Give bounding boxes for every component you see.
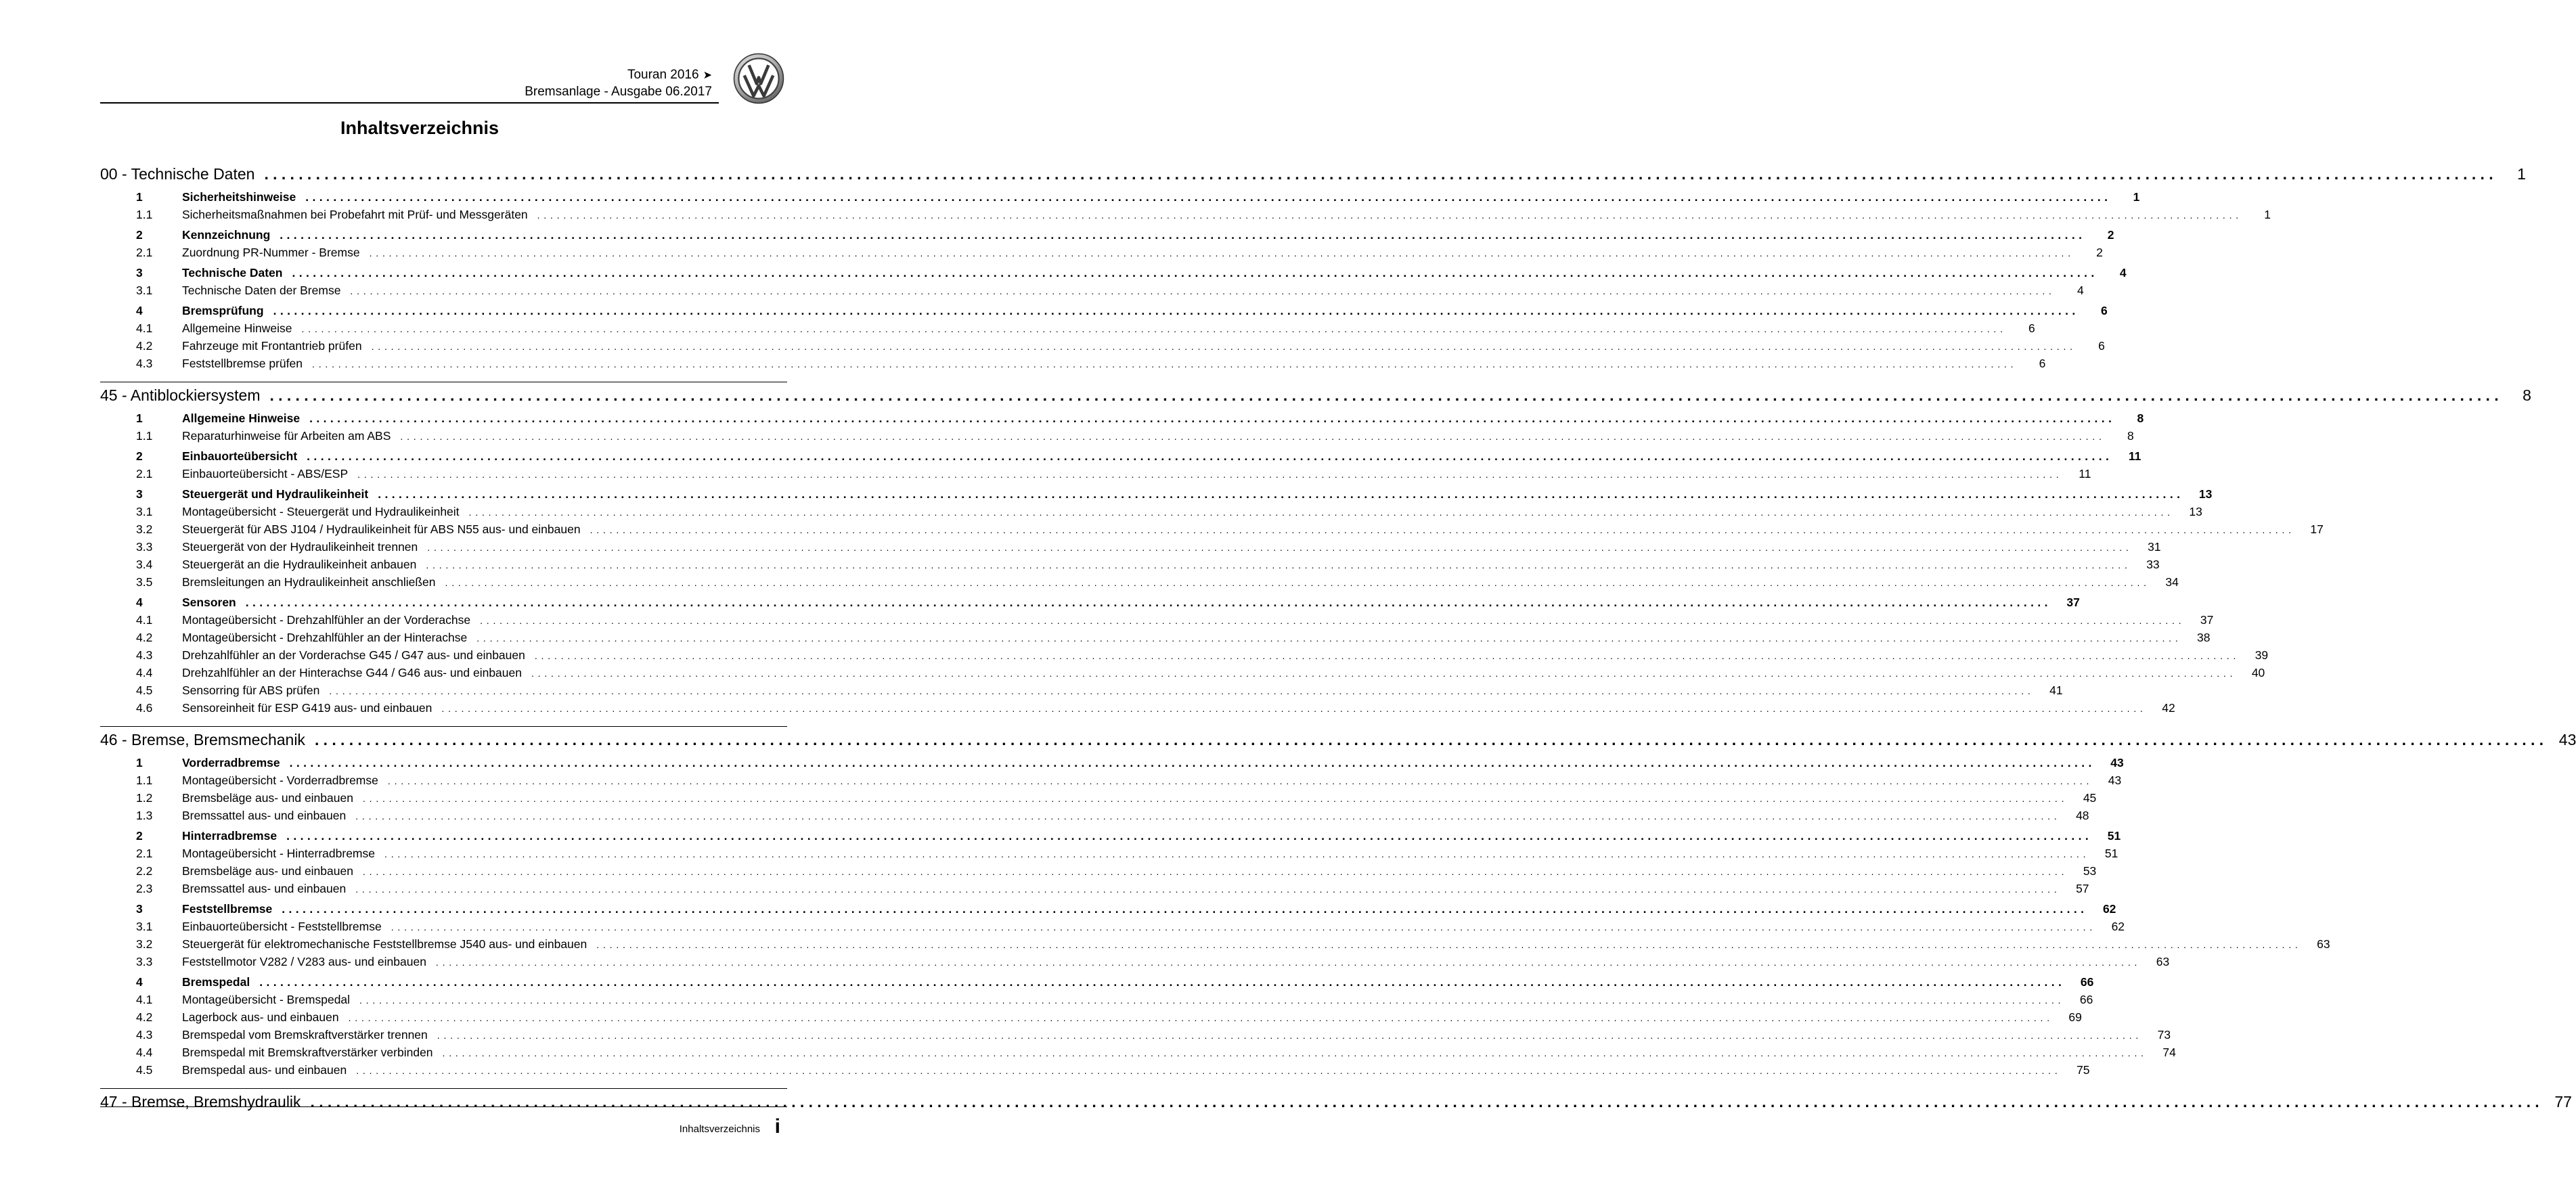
dot-leader: .................................................................................................................................................................................................................................................................... bbox=[355, 811, 2061, 822]
entry-number: 2.1 bbox=[136, 847, 153, 860]
entry-title: Bremsbeläge aus- und einbauen bbox=[182, 864, 353, 878]
dot-leader: .................................................................................................................................................................................................................................................................... bbox=[427, 542, 2133, 553]
entry-title: Bremspedal mit Bremskraftverstärker verbinden bbox=[182, 1046, 433, 1059]
dot-leader: .................................................................................................................................................................................................................................................................... bbox=[437, 1030, 2143, 1041]
entry-title: Bremsbeläge aus- und einbauen bbox=[182, 791, 353, 805]
toc-section-entry[interactable] bbox=[100, 227, 2114, 244]
dot-leader: .................................................................................................................................................................................................................................................................... bbox=[307, 449, 2113, 463]
entry-page: 11 bbox=[2128, 449, 2141, 463]
entry-title: Sicherheitshinweise bbox=[182, 190, 296, 204]
entry-number: 2.3 bbox=[136, 882, 153, 895]
entry-page: 77 bbox=[2554, 1093, 2572, 1111]
toc-subsection-entry[interactable] bbox=[100, 573, 2179, 591]
toc-chapter-heading[interactable] bbox=[100, 1090, 2572, 1113]
toc-subsection-entry[interactable] bbox=[100, 646, 2269, 664]
dot-leader: .................................................................................................................................................................................................................................................................... bbox=[359, 995, 2065, 1006]
entry-title: 45 - Antiblockiersystem bbox=[100, 386, 261, 404]
entry-number: 4.3 bbox=[136, 1028, 153, 1042]
entry-number: 1.3 bbox=[136, 809, 153, 822]
entry-number: 2 bbox=[136, 449, 143, 463]
entry-number: 4.2 bbox=[136, 1010, 153, 1024]
toc-chapter bbox=[100, 382, 2531, 717]
toc-subsection-entry[interactable] bbox=[100, 880, 2089, 897]
dot-leader: .................................................................................................................................................................................................................................................................... bbox=[400, 431, 2106, 442]
entry-title: Sicherheitsmaßnahmen bei Probefahrt mit Prüf- und Messgeräten bbox=[182, 208, 528, 221]
dot-leader: .................................................................................................................................................................................................................................................................... bbox=[426, 560, 2131, 570]
entry-title: Bremsprüfung bbox=[182, 304, 264, 317]
toc-subsection-entry[interactable] bbox=[100, 355, 2046, 372]
entry-title: Bremssattel aus- und einbauen bbox=[182, 809, 347, 822]
dot-leader: .................................................................................................................................................................................................................................................................... bbox=[476, 633, 2182, 644]
entry-page: 33 bbox=[2146, 558, 2160, 571]
entry-page: 13 bbox=[2189, 505, 2202, 518]
entry-page: 63 bbox=[2156, 955, 2170, 968]
entry-page: 13 bbox=[2198, 487, 2213, 501]
toc-subsection-entry[interactable] bbox=[100, 918, 2125, 935]
dot-leader: .................................................................................................................................................................................................................................................................... bbox=[280, 228, 2086, 242]
entry-title: Bremspedal vom Bremskraftverstärker trennen bbox=[182, 1028, 428, 1042]
entry-page: 48 bbox=[2076, 809, 2089, 822]
entry-page: 6 bbox=[2039, 357, 2046, 370]
entry-number: 1.1 bbox=[136, 208, 153, 221]
entry-page: 8 bbox=[2523, 386, 2531, 404]
toc-subsection-entry[interactable] bbox=[100, 1008, 2082, 1026]
dot-leader: .................................................................................................................................................................................................................................................................... bbox=[362, 793, 2068, 804]
dot-leader: .................................................................................................................................................................................................................................................................... bbox=[264, 165, 2497, 183]
entry-title: Einbauorteübersicht bbox=[182, 449, 298, 463]
entry-title: 46 - Bremse, Bremsmechanik bbox=[100, 731, 305, 748]
entry-number: 2 bbox=[136, 829, 143, 843]
entry-number: 3.1 bbox=[136, 505, 153, 518]
entry-number: 4.4 bbox=[136, 666, 153, 679]
entry-page: 37 bbox=[2200, 613, 2214, 627]
entry-title: 00 - Technische Daten bbox=[100, 165, 255, 183]
entry-title: Fahrzeuge mit Frontantrieb prüfen bbox=[182, 339, 362, 353]
dot-leader: .................................................................................................................................................................................................................................................................... bbox=[310, 1093, 2544, 1111]
entry-number: 3.2 bbox=[136, 522, 153, 536]
dot-leader: .................................................................................................................................................................................................................................................................... bbox=[371, 341, 2077, 352]
dot-leader: .................................................................................................................................................................................................................................................................... bbox=[391, 922, 2097, 933]
entry-title: Technische Daten der Bremse bbox=[182, 284, 341, 297]
entry-page: 74 bbox=[2162, 1046, 2176, 1059]
toc-section-entry[interactable] bbox=[100, 828, 2121, 845]
dot-leader: .................................................................................................................................................................................................................................................................... bbox=[362, 866, 2068, 877]
entry-number: 1 bbox=[136, 190, 143, 204]
entry-page: 34 bbox=[2165, 575, 2179, 589]
entry-number: 3.1 bbox=[136, 284, 153, 297]
dot-leader: .................................................................................................................................................................................................................................................................... bbox=[357, 469, 2063, 480]
entry-page: 31 bbox=[2148, 540, 2161, 554]
entry-title: Steuergerät für ABS J104 / Hydraulikeinheit für ABS N55 aus- und einbauen bbox=[182, 522, 581, 536]
dot-leader: .................................................................................................................................................................................................................................................................... bbox=[534, 650, 2240, 661]
entry-page: 69 bbox=[2068, 1010, 2082, 1024]
dot-leader: .................................................................................................................................................................................................................................................................... bbox=[286, 829, 2093, 843]
vw-logo-icon bbox=[733, 53, 784, 104]
toc-section-entry[interactable] bbox=[100, 448, 2141, 465]
entry-page: 1 bbox=[2517, 165, 2526, 183]
entry-number: 3.2 bbox=[136, 937, 153, 951]
dot-leader: .................................................................................................................................................................................................................................................................... bbox=[445, 577, 2150, 588]
entry-page: 42 bbox=[2162, 701, 2175, 715]
toc-chapter-heading[interactable] bbox=[100, 162, 2526, 185]
entry-number: 3 bbox=[136, 902, 143, 916]
dot-leader: .................................................................................................................................................................................................................................................................... bbox=[314, 731, 2548, 748]
page-footer bbox=[100, 1106, 787, 1138]
entry-page: 43 bbox=[2110, 756, 2124, 769]
entry-number: 3.1 bbox=[136, 920, 153, 933]
entry-number: 2.1 bbox=[136, 467, 153, 480]
entry-title: Vorderradbremse bbox=[182, 756, 280, 769]
dot-leader: .................................................................................................................................................................................................................................................................... bbox=[348, 1012, 2053, 1023]
toc-subsection-entry[interactable] bbox=[100, 664, 2265, 681]
page-title: Inhaltsverzeichnis bbox=[340, 118, 499, 138]
entry-title: Bremspedal aus- und einbauen bbox=[182, 1063, 347, 1077]
toc-subsection-entry[interactable] bbox=[100, 538, 2161, 556]
toc-subsection-entry[interactable] bbox=[100, 1061, 2090, 1079]
entry-number: 1 bbox=[136, 756, 143, 769]
entry-title: Bremsleitungen an Hydraulikeinheit anschließen bbox=[182, 575, 436, 589]
toc-subsection-entry[interactable] bbox=[100, 771, 2122, 789]
entry-title: Kennzeichnung bbox=[182, 228, 271, 242]
toc-subsection-entry[interactable] bbox=[100, 337, 2105, 355]
toc-section-entry[interactable] bbox=[100, 265, 2127, 282]
toc-subsection-entry[interactable] bbox=[100, 953, 2170, 970]
dot-leader: .................................................................................................................................................................................................................................................................... bbox=[537, 210, 2242, 221]
entry-title: Montageübersicht - Drehzahlfühler an der Hinterachse bbox=[182, 631, 468, 644]
entry-page: 39 bbox=[2255, 648, 2269, 662]
entry-number: 4.4 bbox=[136, 1046, 153, 1059]
dot-leader: .................................................................................................................................................................................................................................................................... bbox=[309, 411, 2116, 425]
entry-page: 6 bbox=[2098, 339, 2105, 353]
entry-number: 2 bbox=[136, 228, 143, 242]
entry-page: 6 bbox=[2028, 321, 2035, 335]
entry-number: 4.2 bbox=[136, 631, 153, 644]
dot-leader: .................................................................................................................................................................................................................................................................... bbox=[245, 596, 2051, 609]
entry-number: 4.1 bbox=[136, 993, 153, 1006]
entry-number: 4.3 bbox=[136, 357, 153, 370]
entry-page: 45 bbox=[2083, 791, 2097, 805]
entry-title: Steuergerät an die Hydraulikeinheit anbauen bbox=[182, 558, 417, 571]
entry-number: 4.5 bbox=[136, 684, 153, 697]
toc-subsection-entry[interactable] bbox=[100, 845, 2118, 862]
entry-title: Feststellbremse prüfen bbox=[182, 357, 303, 370]
toc-subsection-entry[interactable] bbox=[100, 611, 2214, 629]
dot-leader: .................................................................................................................................................................................................................................................................... bbox=[596, 939, 2302, 950]
toc-subsection-entry[interactable] bbox=[100, 789, 2097, 807]
toc-subsection-entry[interactable] bbox=[100, 465, 2091, 483]
entry-number: 4.1 bbox=[136, 613, 153, 627]
entry-page: 43 bbox=[2108, 774, 2122, 787]
dot-leader: .................................................................................................................................................................................................................................................................... bbox=[378, 487, 2184, 501]
toc-section-entry[interactable] bbox=[100, 486, 2213, 503]
dot-leader: .................................................................................................................................................................................................................................................................... bbox=[441, 703, 2147, 714]
entry-number: 4.6 bbox=[136, 701, 153, 715]
entry-number: 4 bbox=[136, 304, 143, 317]
entry-page: 66 bbox=[2080, 975, 2094, 989]
entry-number: 4 bbox=[136, 975, 143, 989]
entry-title: Drehzahlfühler an der Vorderachse G45 / G47 aus- und einbauen bbox=[182, 648, 525, 662]
entry-title: Sensoreinheit für ESP G419 aus- und einbauen bbox=[182, 701, 432, 715]
entry-number: 4.3 bbox=[136, 648, 153, 662]
entry-page: 63 bbox=[2317, 937, 2330, 951]
entry-title: Feststellmotor V282 / V283 aus- und einbauen bbox=[182, 955, 426, 968]
entry-page: 62 bbox=[2102, 902, 2116, 916]
toc-chapter-heading[interactable] bbox=[100, 728, 2576, 751]
dot-leader: .................................................................................................................................................................................................................................................................... bbox=[269, 386, 2503, 404]
entry-number: 3.4 bbox=[136, 558, 153, 571]
dot-leader: .................................................................................................................................................................................................................................................................... bbox=[289, 756, 2095, 769]
dot-leader: .................................................................................................................................................................................................................................................................... bbox=[292, 266, 2098, 279]
entry-page: 51 bbox=[2107, 829, 2121, 843]
footer-label: Inhaltsverzeichnis bbox=[679, 1123, 760, 1135]
toc-subsection-entry[interactable] bbox=[100, 244, 2103, 261]
dot-leader: .................................................................................................................................................................................................................................................................... bbox=[590, 524, 2295, 535]
toc-subsection-entry[interactable] bbox=[100, 935, 2330, 953]
entry-title: Drehzahlfühler an der Hinterachse G44 / G46 aus- und einbauen bbox=[182, 666, 522, 679]
toc-section-entry[interactable] bbox=[100, 594, 2080, 611]
toc-subsection-entry[interactable] bbox=[100, 699, 2175, 717]
entry-title: Montageübersicht - Bremspedal bbox=[182, 993, 351, 1006]
entry-title: Reparaturhinweise für Arbeiten am ABS bbox=[182, 429, 391, 443]
entry-number: 3 bbox=[136, 487, 143, 501]
toc-section-entry[interactable] bbox=[100, 410, 2144, 427]
entry-number: 1.1 bbox=[136, 429, 153, 443]
dot-leader: .................................................................................................................................................................................................................................................................... bbox=[435, 957, 2141, 968]
entry-page: 66 bbox=[2079, 993, 2093, 1006]
toc-subsection-entry[interactable] bbox=[100, 1026, 2171, 1044]
dot-leader: .................................................................................................................................................................................................................................................................... bbox=[350, 286, 2056, 296]
entry-title: Steuergerät von der Hydraulikeinheit trennen bbox=[182, 540, 418, 554]
entry-number: 2.1 bbox=[136, 246, 153, 259]
entry-page: 8 bbox=[2127, 429, 2134, 443]
toc-subsection-entry[interactable] bbox=[100, 520, 2324, 538]
toc-subsection-entry[interactable] bbox=[100, 206, 2271, 223]
entry-page: 1 bbox=[2133, 190, 2140, 204]
header-model: Touran 2016 ➤ bbox=[627, 68, 712, 82]
entry-number: 3.3 bbox=[136, 955, 153, 968]
dot-leader: .................................................................................................................................................................................................................................................................... bbox=[387, 776, 2093, 786]
dot-leader: .................................................................................................................................................................................................................................................................... bbox=[531, 668, 2237, 679]
toc-subsection-entry[interactable] bbox=[100, 1044, 2176, 1061]
toc-subsection-entry[interactable] bbox=[100, 807, 2089, 824]
toc-section-entry[interactable] bbox=[100, 303, 2108, 319]
entry-title: Zuordnung PR-Nummer - Bremse bbox=[182, 246, 360, 259]
dot-leader: .................................................................................................................................................................................................................................................................... bbox=[301, 323, 2007, 334]
entry-number: 2.2 bbox=[136, 864, 153, 878]
arrow-right-icon: ➤ bbox=[703, 70, 712, 81]
entry-page: 53 bbox=[2083, 864, 2097, 878]
entry-title: 47 - Bremse, Bremshydraulik bbox=[100, 1093, 301, 1111]
entry-number: 3.5 bbox=[136, 575, 153, 589]
entry-title: Montageübersicht - Vorderradbremse bbox=[182, 774, 378, 787]
toc-section-entry[interactable] bbox=[100, 755, 2124, 771]
dot-leader: .................................................................................................................................................................................................................................................................... bbox=[273, 304, 2079, 317]
entry-number: 1.2 bbox=[136, 791, 153, 805]
entry-page: 1 bbox=[2264, 208, 2271, 221]
entry-title: Hinterradbremse bbox=[182, 829, 277, 843]
entry-page: 8 bbox=[2137, 411, 2144, 425]
entry-page: 2 bbox=[2096, 246, 2103, 259]
dot-leader: .................................................................................................................................................................................................................................................................... bbox=[305, 190, 2112, 204]
toc-chapter bbox=[100, 162, 2526, 372]
entry-page: 41 bbox=[2049, 684, 2063, 697]
entry-page: 43 bbox=[2558, 731, 2576, 748]
entry-number: 4 bbox=[136, 596, 143, 609]
dot-leader: .................................................................................................................................................................................................................................................................... bbox=[384, 849, 2090, 859]
entry-title: Montageübersicht - Drehzahlfühler an der Vorderachse bbox=[182, 613, 471, 627]
entry-page: 73 bbox=[2157, 1028, 2171, 1042]
entry-page: 17 bbox=[2310, 522, 2324, 536]
entry-title: Sensorring für ABS prüfen bbox=[182, 684, 320, 697]
footer-page-number: i bbox=[774, 1115, 780, 1138]
entry-title: Sensoren bbox=[182, 596, 236, 609]
entry-title: Allgemeine Hinweise bbox=[182, 411, 301, 425]
entry-title: Montageübersicht - Steuergerät und Hydraulikeinheit bbox=[182, 505, 460, 518]
toc-subsection-entry[interactable] bbox=[100, 319, 2035, 337]
dot-leader: .................................................................................................................................................................................................................................................................... bbox=[312, 359, 2018, 369]
toc-subsection-entry[interactable] bbox=[100, 282, 2084, 299]
entry-page: 40 bbox=[2251, 666, 2265, 679]
entry-title: Bremssattel aus- und einbauen bbox=[182, 882, 347, 895]
toc-subsection-entry[interactable] bbox=[100, 556, 2160, 573]
toc-subsection-entry[interactable] bbox=[100, 629, 2211, 646]
entry-page: 2 bbox=[2107, 228, 2114, 242]
dot-leader: .................................................................................................................................................................................................................................................................... bbox=[369, 248, 2074, 259]
toc-section-entry[interactable] bbox=[100, 189, 2140, 206]
entry-page: 11 bbox=[2079, 467, 2091, 480]
toc-subsection-entry[interactable] bbox=[100, 503, 2202, 520]
dot-leader: .................................................................................................................................................................................................................................................................... bbox=[480, 615, 2185, 626]
entry-page: 75 bbox=[2077, 1063, 2090, 1077]
toc-chapter bbox=[100, 1088, 2572, 1113]
entry-title: Montageübersicht - Hinterradbremse bbox=[182, 847, 375, 860]
entry-number: 1.1 bbox=[136, 774, 153, 787]
dot-leader: .................................................................................................................................................................................................................................................................... bbox=[355, 884, 2061, 895]
entry-number: 4.2 bbox=[136, 339, 153, 353]
dot-leader: .................................................................................................................................................................................................................................................................... bbox=[282, 902, 2088, 916]
dot-leader: .................................................................................................................................................................................................................................................................... bbox=[468, 507, 2174, 518]
entry-title: Technische Daten bbox=[182, 266, 283, 279]
entry-title: Steuergerät und Hydraulikeinheit bbox=[182, 487, 369, 501]
entry-page: 57 bbox=[2076, 882, 2089, 895]
table-of-contents bbox=[100, 162, 2576, 1113]
toc-section-entry[interactable] bbox=[100, 974, 2094, 991]
entry-page: 62 bbox=[2111, 920, 2125, 933]
entry-title: Bremspedal bbox=[182, 975, 250, 989]
dot-leader: .................................................................................................................................................................................................................................................................... bbox=[356, 1065, 2062, 1076]
dot-leader: .................................................................................................................................................................................................................................................................... bbox=[259, 975, 2066, 989]
toc-subsection-entry[interactable] bbox=[100, 427, 2134, 445]
entry-page: 4 bbox=[2119, 266, 2127, 279]
entry-title: Steuergerät für elektromechanische Feststellbremse J540 aus- und einbauen bbox=[182, 937, 587, 951]
entry-number: 4.1 bbox=[136, 321, 153, 335]
entry-title: Einbauorteübersicht - ABS/ESP bbox=[182, 467, 349, 480]
dot-leader: .................................................................................................................................................................................................................................................................... bbox=[442, 1048, 2148, 1058]
entry-page: 37 bbox=[2066, 596, 2080, 609]
toc-subsection-entry[interactable] bbox=[100, 681, 2063, 699]
entry-page: 51 bbox=[2104, 847, 2118, 860]
entry-title: Lagerbock aus- und einbauen bbox=[182, 1010, 339, 1024]
page-header bbox=[100, 65, 719, 104]
entry-page: 6 bbox=[2100, 304, 2108, 317]
entry-title: Einbauorteübersicht - Feststellbremse bbox=[182, 920, 382, 933]
entry-title: Feststellbremse bbox=[182, 902, 273, 916]
toc-section-entry[interactable] bbox=[100, 901, 2116, 918]
entry-number: 4.5 bbox=[136, 1063, 153, 1077]
header-edition: Bremsanlage - Ausgabe 06.2017 bbox=[525, 85, 712, 99]
toc-chapter-heading[interactable] bbox=[100, 384, 2531, 407]
toc-subsection-entry[interactable] bbox=[100, 862, 2097, 880]
toc-subsection-entry[interactable] bbox=[100, 991, 2093, 1008]
entry-title: Allgemeine Hinweise bbox=[182, 321, 292, 335]
entry-number: 1 bbox=[136, 411, 143, 425]
entry-page: 4 bbox=[2077, 284, 2084, 297]
entry-number: 3 bbox=[136, 266, 143, 279]
dot-leader: .................................................................................................................................................................................................................................................................... bbox=[329, 686, 2035, 696]
entry-number: 3.3 bbox=[136, 540, 153, 554]
entry-page: 38 bbox=[2197, 631, 2211, 644]
toc-chapter bbox=[100, 726, 2576, 1079]
